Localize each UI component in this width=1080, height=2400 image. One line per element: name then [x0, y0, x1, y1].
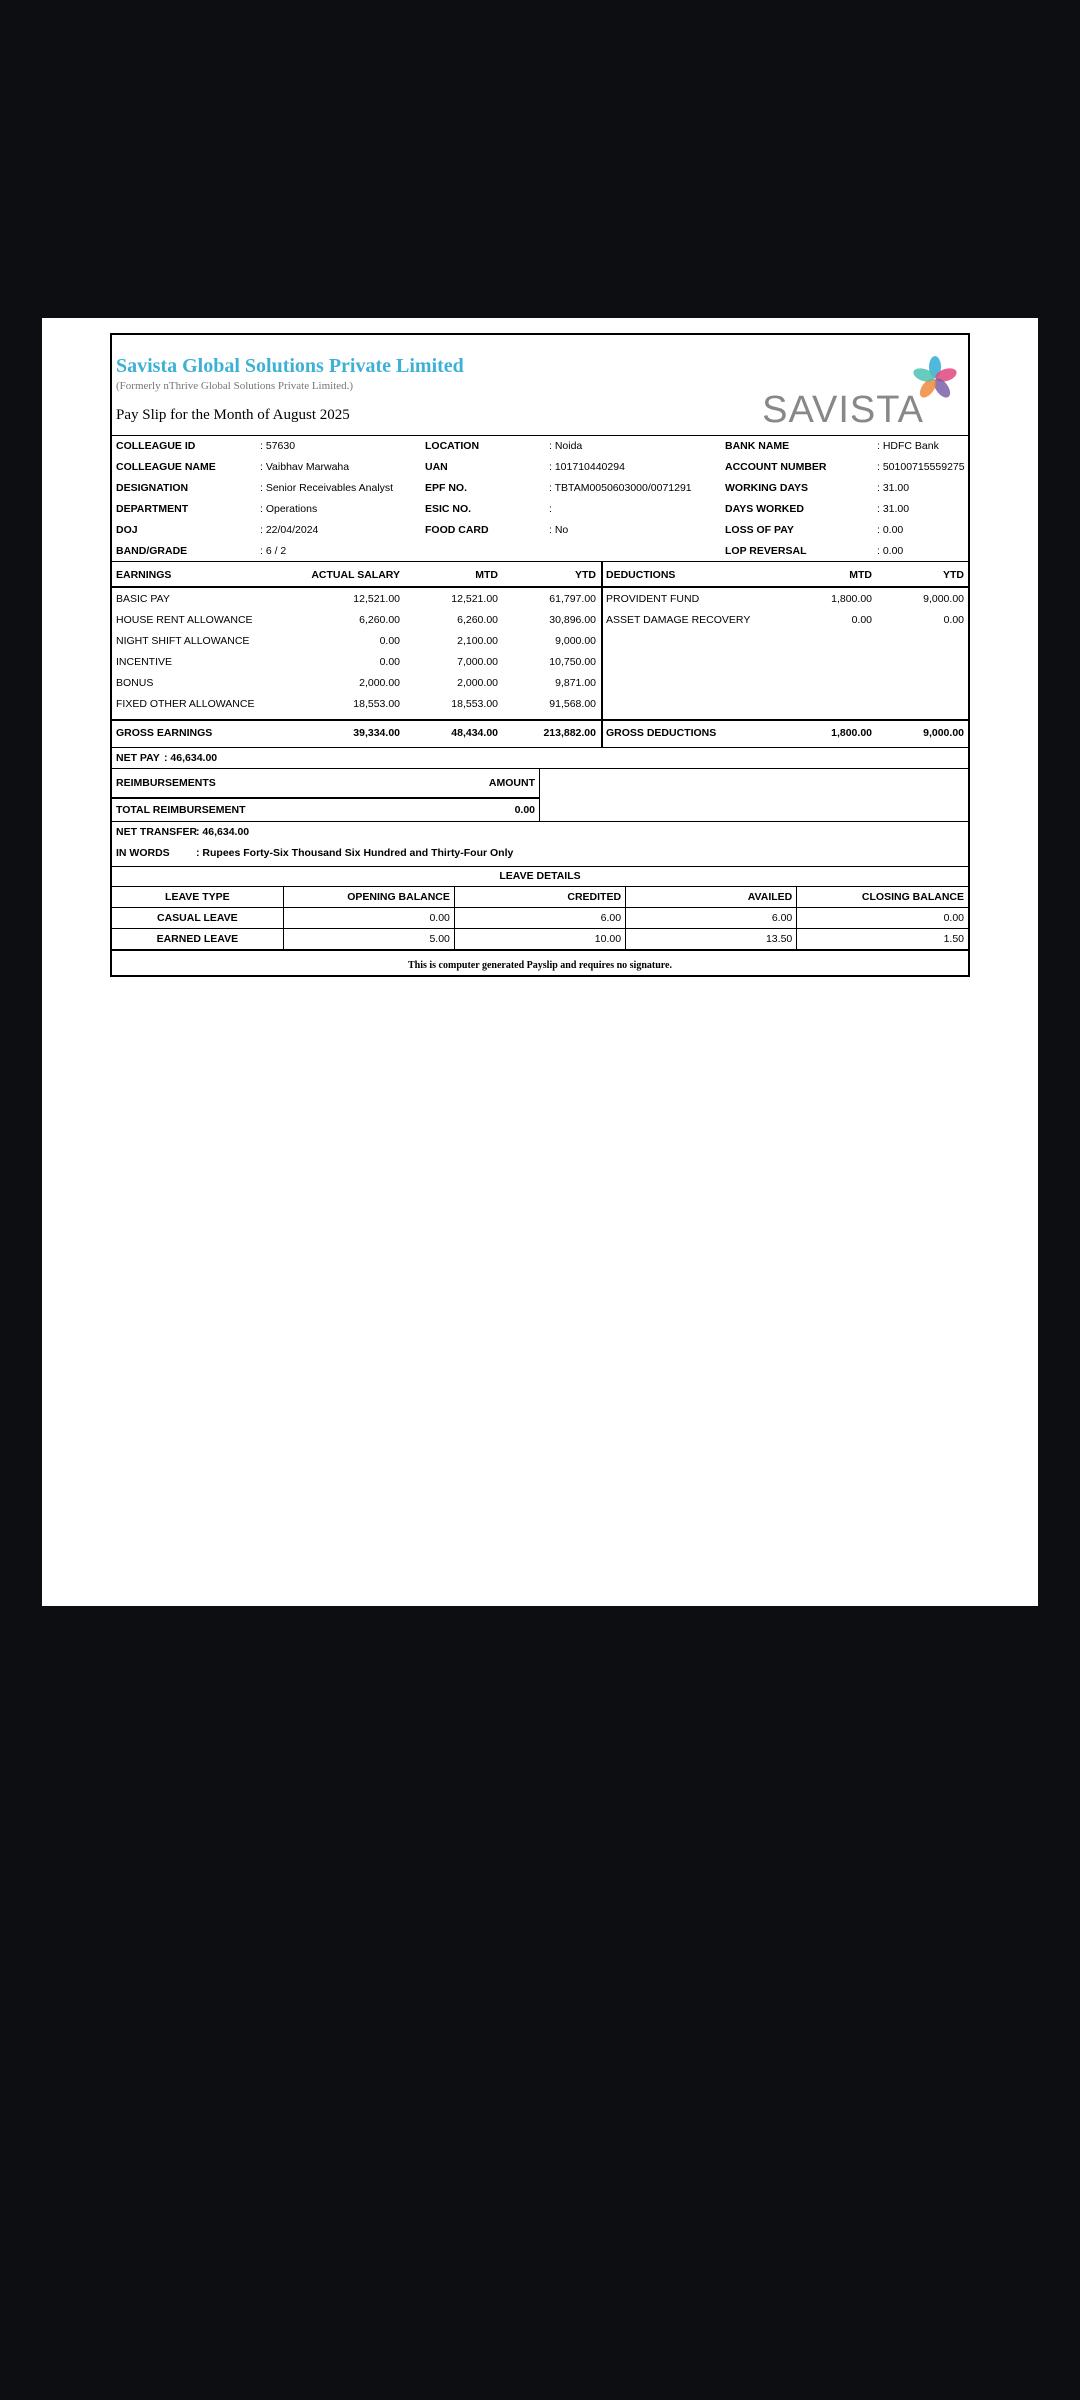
info-value: : TBTAM0050603000/0071291 — [549, 482, 692, 494]
info-label: LOP REVERSAL — [725, 545, 807, 557]
info-label: FOOD CARD — [425, 524, 489, 536]
reimbursements-label: REIMBURSEMENTS — [116, 777, 216, 789]
earning-ytd: 9,871.00 — [555, 677, 596, 689]
net-pay-label: NET PAY — [116, 752, 160, 764]
info-value: : 50100715559275 — [877, 461, 965, 473]
earning-name: INCENTIVE — [116, 656, 173, 668]
closing-balance-header: CLOSING BALANCE — [797, 887, 968, 908]
table-row — [112, 929, 968, 950]
actual-salary: 2,000.00 — [359, 677, 400, 689]
info-label: UAN — [425, 461, 448, 473]
info-label: ACCOUNT NUMBER — [725, 461, 827, 473]
earnings-deductions — [112, 562, 968, 748]
payslip-title: Pay Slip for the Month of August 2025 — [116, 407, 350, 423]
former-name: (Formerly nThrive Global Solutions Private Limited.) — [116, 380, 354, 392]
leave-table — [112, 887, 968, 950]
info-row — [112, 478, 968, 499]
availed-header: AVAILED — [626, 887, 797, 908]
info-value: : Vaibhav Marwaha — [260, 461, 350, 473]
earning-mtd: 2,100.00 — [457, 635, 498, 647]
employee-info — [112, 436, 968, 562]
table-row — [112, 908, 968, 929]
net-transfer-value: : 46,634.00 — [196, 826, 250, 838]
info-value: : Operations — [260, 503, 318, 515]
total-reimbursement-label: TOTAL REIMBURSEMENT — [116, 804, 246, 816]
actual-salary: 18,553.00 — [353, 698, 400, 710]
leave-header-row — [112, 887, 968, 908]
credited: 10.00 — [454, 929, 625, 950]
earning-mtd: 12,521.00 — [451, 593, 498, 605]
info-value: : Noida — [549, 440, 583, 452]
info-row — [112, 541, 968, 562]
gross-earnings-ytd: 213,882.00 — [543, 727, 596, 739]
info-value: : 31.00 — [877, 503, 910, 515]
gross-earnings-mtd: 48,434.00 — [451, 727, 498, 739]
gross-earnings-label: GROSS EARNINGS — [116, 727, 213, 739]
leave-details — [112, 867, 968, 950]
info-label: COLLEAGUE NAME — [116, 461, 216, 473]
amount-label: AMOUNT — [488, 777, 535, 789]
info-value: : HDFC Bank — [877, 440, 939, 452]
earnings-ytd-header: YTD — [575, 569, 596, 581]
net-transfer-label: NET TRANSFER — [116, 826, 198, 838]
actual-salary: 0.00 — [379, 635, 400, 647]
leave-details-title: LEAVE DETAILS — [112, 867, 968, 887]
info-value: : 57630 — [260, 440, 296, 452]
deduction-ytd: 9,000.00 — [923, 593, 964, 605]
info-label: COLLEAGUE ID — [116, 440, 196, 452]
actual-salary: 12,521.00 — [353, 593, 400, 605]
deductions-ytd-header: YTD — [943, 569, 964, 581]
earning-ytd: 9,000.00 — [555, 635, 596, 647]
in-words-label: IN WORDS — [116, 847, 170, 859]
deduction-ytd: 0.00 — [943, 614, 964, 626]
deductions-mtd-header: MTD — [849, 569, 872, 581]
info-value: : 0.00 — [877, 524, 904, 536]
closing-balance: 0.00 — [797, 908, 968, 929]
info-row — [112, 436, 968, 457]
earning-ytd: 10,750.00 — [549, 656, 596, 668]
opening-balance: 0.00 — [283, 908, 454, 929]
earnings-mtd-header: MTD — [475, 569, 498, 581]
payslip-header — [112, 335, 968, 436]
info-label: DEPARTMENT — [116, 503, 189, 515]
earning-mtd: 2,000.00 — [457, 677, 498, 689]
info-value: : — [549, 503, 552, 515]
opening-balance: 5.00 — [283, 929, 454, 950]
earning-name: NIGHT SHIFT ALLOWANCE — [116, 635, 250, 647]
footer-note: This is computer generated Payslip and requires no signature. — [112, 950, 968, 975]
gross-earnings-actual: 39,334.00 — [353, 727, 400, 739]
credited-header: CREDITED — [454, 887, 625, 908]
deduction-name: PROVIDENT FUND — [606, 593, 700, 605]
earning-name: FIXED OTHER ALLOWANCE — [116, 698, 255, 710]
info-label: BAND/GRADE — [116, 545, 188, 557]
info-row — [112, 499, 968, 520]
payslip — [110, 333, 970, 977]
deductions-header: DEDUCTIONS — [606, 569, 676, 581]
earning-ytd: 30,896.00 — [549, 614, 596, 626]
logo-text: SAVISTA — [762, 389, 924, 431]
earning-mtd: 7,000.00 — [457, 656, 498, 668]
leave-type-header: LEAVE TYPE — [112, 887, 283, 908]
earning-name: HOUSE RENT ALLOWANCE — [116, 614, 253, 626]
earning-mtd: 6,260.00 — [457, 614, 498, 626]
gross-deductions-ytd: 9,000.00 — [923, 727, 964, 739]
info-label: LOSS OF PAY — [725, 524, 794, 536]
payslip-page — [42, 318, 1038, 1606]
deduction-mtd: 1,800.00 — [831, 593, 872, 605]
deduction-name: ASSET DAMAGE RECOVERY — [606, 614, 751, 626]
savista-logo — [762, 355, 962, 431]
in-words-value: : Rupees Forty-Six Thousand Six Hundred and Thirty-Four Only — [196, 847, 514, 859]
actual-salary: 0.00 — [379, 656, 400, 668]
info-label: ESIC NO. — [425, 503, 472, 515]
leave-type: EARNED LEAVE — [112, 929, 283, 950]
info-value: : Senior Receivables Analyst — [260, 482, 394, 494]
info-value: : 0.00 — [877, 545, 904, 557]
info-label: BANK NAME — [725, 440, 790, 452]
net-pay-row — [112, 748, 968, 769]
leave-type: CASUAL LEAVE — [112, 908, 283, 929]
availed: 6.00 — [626, 908, 797, 929]
opening-balance-header: OPENING BALANCE — [283, 887, 454, 908]
closing-balance: 1.50 — [797, 929, 968, 950]
info-label: EPF NO. — [425, 482, 468, 494]
info-label: DOJ — [116, 524, 138, 536]
earning-name: BASIC PAY — [116, 593, 170, 605]
info-label: WORKING DAYS — [725, 482, 809, 494]
reimbursements — [112, 769, 968, 822]
info-label: LOCATION — [425, 440, 480, 452]
info-value: : 31.00 — [877, 482, 910, 494]
deduction-mtd: 0.00 — [851, 614, 872, 626]
total-reimbursement-value: 0.00 — [514, 804, 535, 816]
earning-ytd: 61,797.00 — [549, 593, 596, 605]
earning-ytd: 91,568.00 — [549, 698, 596, 710]
info-label: DESIGNATION — [116, 482, 189, 494]
net-pay-value: : 46,634.00 — [164, 752, 218, 764]
info-row — [112, 457, 968, 478]
info-value: : 6 / 2 — [260, 545, 287, 557]
info-value: : 101710440294 — [549, 461, 625, 473]
net-transfer — [112, 822, 968, 867]
info-label: DAYS WORKED — [725, 503, 804, 515]
info-row — [112, 520, 968, 541]
earning-mtd: 18,553.00 — [451, 698, 498, 710]
actual-salary: 6,260.00 — [359, 614, 400, 626]
actual-salary-header: ACTUAL SALARY — [311, 569, 400, 581]
gross-deductions-label: GROSS DEDUCTIONS — [606, 727, 717, 739]
info-value: : No — [549, 524, 569, 536]
gross-deductions-mtd: 1,800.00 — [831, 727, 872, 739]
credited: 6.00 — [454, 908, 625, 929]
earning-name: BONUS — [116, 677, 154, 689]
company-name: Savista Global Solutions Private Limited — [116, 355, 464, 377]
earnings-header: EARNINGS — [116, 569, 172, 581]
info-value: : 22/04/2024 — [260, 524, 319, 536]
availed: 13.50 — [626, 929, 797, 950]
